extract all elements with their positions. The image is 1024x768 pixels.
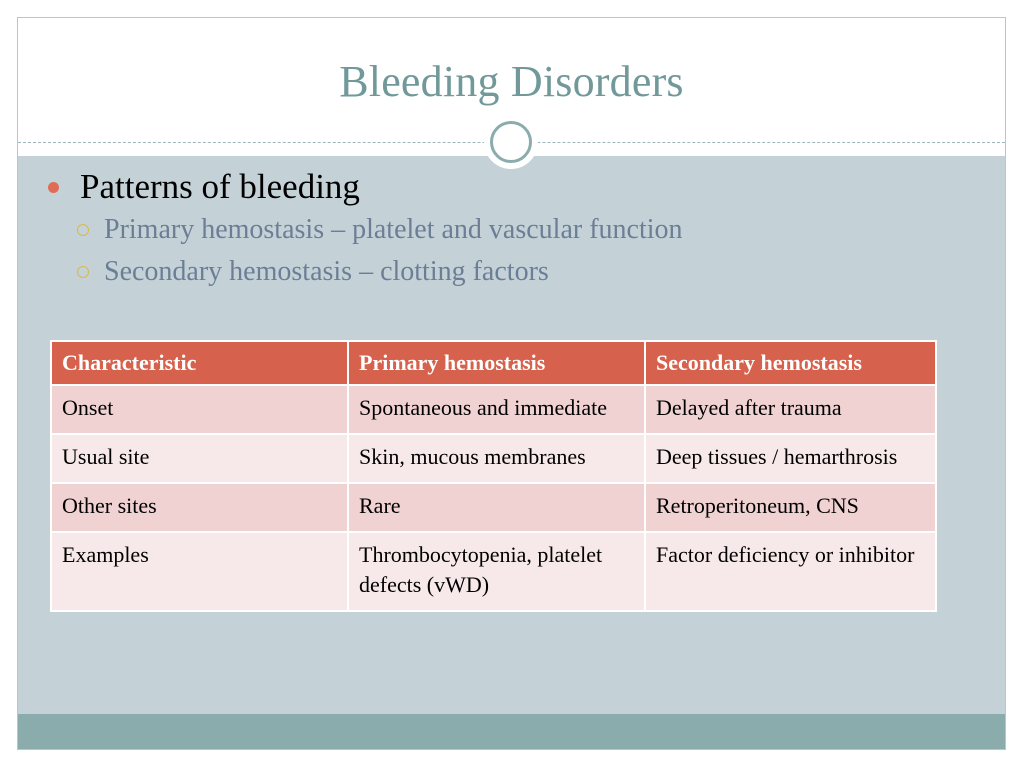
bullet-list [45, 165, 945, 293]
table-header-row [51, 341, 936, 385]
table-cell: Examples [51, 532, 348, 611]
header-cell: Secondary hemostasis [645, 341, 936, 385]
circle-ornament-icon [484, 115, 538, 169]
table-cell: Thrombocytopenia, platelet defects (vWD) [348, 532, 645, 611]
table-row [51, 483, 936, 532]
footer-bar [18, 714, 1005, 749]
bullet-main [45, 165, 945, 209]
sub-bullet [77, 209, 945, 251]
header-cell: Characteristic [51, 341, 348, 385]
table-cell: Deep tissues / hemarthrosis [645, 434, 936, 483]
table-cell: Rare [348, 483, 645, 532]
table-cell: Retroperitoneum, CNS [645, 483, 936, 532]
header-cell: Primary hemostasis [348, 341, 645, 385]
table-cell: Other sites [51, 483, 348, 532]
table-cell: Onset [51, 385, 348, 434]
table-cell: Delayed after trauma [645, 385, 936, 434]
table-cell: Usual site [51, 434, 348, 483]
hemostasis-table [50, 340, 937, 612]
table-cell: Spontaneous and immediate [348, 385, 645, 434]
ornament-ring [490, 121, 532, 163]
slide-title: Bleeding Disorders [339, 57, 684, 106]
bullet-main-text: Patterns of bleeding [80, 167, 360, 206]
table-row [51, 385, 936, 434]
sub-bullet [77, 251, 945, 293]
sub-bullet-text: Secondary hemostasis – clotting factors [104, 256, 549, 287]
bullet-dot-icon [48, 182, 59, 193]
sub-bullet-ring-icon [77, 266, 89, 278]
table-cell: Skin, mucous membranes [348, 434, 645, 483]
table-row [51, 434, 936, 483]
table-cell: Factor deficiency or inhibitor [645, 532, 936, 611]
table-row [51, 532, 936, 611]
sub-bullet-text: Primary hemostasis – platelet and vascular function [104, 214, 683, 245]
sub-bullet-ring-icon [77, 224, 89, 236]
